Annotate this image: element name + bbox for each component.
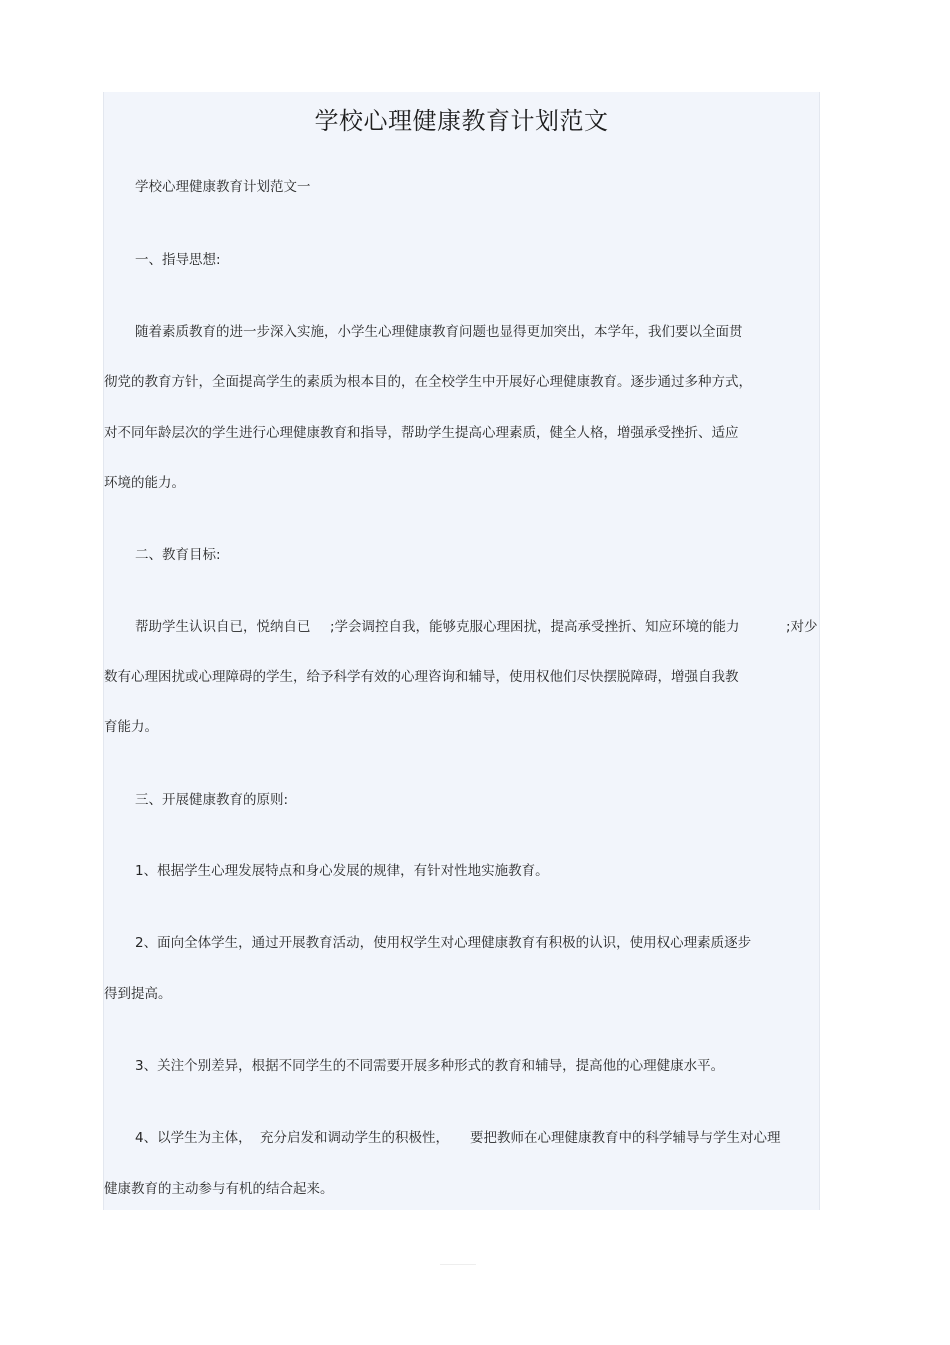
principle-1: 1、根据学生心理发展特点和身心发展的规律，有针对性地实施教育。 [135, 863, 549, 879]
document-subtitle: 学校心理健康教育计划范文一 [135, 179, 311, 195]
section1-line: 对不同年龄层次的学生进行心理健康教育和指导，帮助学生提高心理素质，健全人格，增强承受挫折、适应 [104, 425, 739, 441]
principle-2-line: 得到提高。 [104, 986, 172, 1002]
section2-heading: 二、教育目标: [135, 547, 221, 563]
section2-line: 育能力。 [104, 719, 158, 735]
principle-4-line: 健康教育的主动参与有机的结合起来。 [104, 1181, 334, 1197]
section2-line: ;对少 [786, 619, 818, 635]
principle-4-line: 4、以学生为主体， [135, 1130, 252, 1146]
section2-line: ;学会调控自我，能够克服心理困扰，提高承受挫折、知应环境的能力 [330, 619, 740, 635]
section1-line: 随着素质教育的进一步深入实施，小学生心理健康教育问题也显得更加突出，本学年，我们要以全面贯 [135, 324, 743, 340]
principle-4-line: 要把教师在心理健康教育中的科学辅导与学生对心理 [470, 1130, 781, 1146]
section2-line: 数有心理困扰或心理障碍的学生，给予科学有效的心理咨询和辅导，使用权他们尽快摆脱障碍，增强自我教 [104, 669, 739, 685]
section1-heading: 一、指导思想: [135, 252, 221, 268]
section3-heading: 三、开展健康教育的原则: [135, 792, 289, 808]
section2-line: 帮助学生认识自已，悦纳自已 [135, 619, 311, 635]
document-title: 学校心理健康教育计划范文 [314, 107, 609, 135]
principle-4-line: 充分启发和调动学生的积极性， [260, 1130, 449, 1146]
page-footer-mark [440, 1264, 476, 1265]
section1-line: 彻党的教育方针，全面提高学生的素质为根本目的，在全校学生中开展好心理健康教育。逐步通过多种方式， [104, 374, 752, 390]
principle-2-line: 2、面向全体学生，通过开展教育活动，使用权学生对心理健康教育有积极的认识，使用权心理素质逐步 [135, 935, 752, 951]
section1-line: 环境的能力。 [104, 475, 185, 491]
principle-3: 3、关注个别差异，根据不同学生的不同需要开展多种形式的教育和辅导，提高他的心理健康水平。 [135, 1058, 725, 1074]
